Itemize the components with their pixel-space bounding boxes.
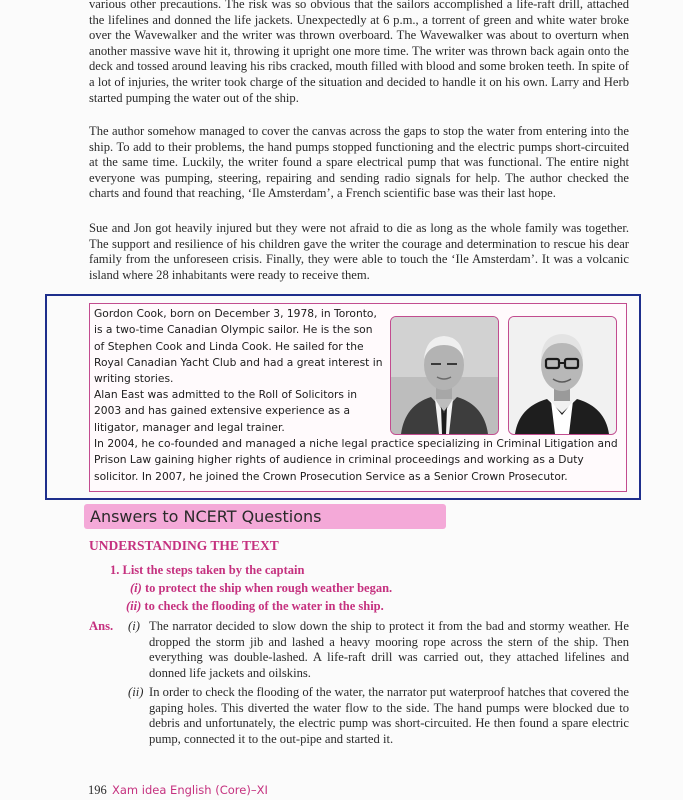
answer-label: Ans.: [89, 619, 114, 633]
story-paragraph-3: Sue and Jon got heavily injured but they were not afraid to die as long as the whole family was together. The support and resilience of his children gave the writer the courage and determination to rescue his dear family from the unforeseen crisis. Finally, they were able to touch the ‘Ile Amsterdam’. It was a volcanic island where 28 inhabitants were ready to receive them.: [89, 221, 629, 282]
answers-banner-title: Answers to NCERT Questions: [90, 507, 322, 526]
page-number: 196: [88, 783, 107, 797]
question-1-part-ii: [126, 599, 384, 614]
story-paragraph-2: The author somehow managed to cover the canvas across the gaps to stop the water from entering into the ship. To add to their problems, the hand pumps stopped functioning and the electric pumps short-circuited at the same time. Luckily, the writer found a spare electrical pump that was functional. The entire night everyone was pumping, steering, repairing and sending radio signals for help. The author checked the charts and found that reaching, ‘Ile Amsterdam’, a French scientific base was their last hope.: [89, 124, 629, 201]
answer-1-text: The narrator decided to slow down the ship to protect it from the bad and stormy weather. He dropped the storm jib and lashed a heavy mooring rope across the stern of the ship. Then everything was double-lashed. A life-raft drill was carried out, they attached lifelines and donned life jackets and oilskins.: [149, 619, 629, 680]
part-i-text: to protect the ship when rough weather began.: [144, 581, 393, 595]
answer-2-text: In order to check the flooding of the water, the narrator put waterproof hatches that covered the gaping holes. This diverted the water flow to the side. The hand pumps were blocked due to debris and unfortunately, the electric pump was short-circuited. He then found a spare electric pump, connected it to the out-pipe and started it.: [149, 685, 629, 746]
part-ii-text: to check the flooding of the water in the ship.: [144, 599, 384, 613]
question-1-part-i: [130, 581, 392, 596]
question-text: List the steps taken by the captain: [122, 563, 305, 577]
author-photo-alan-east: [508, 316, 617, 435]
story-paragraph-1: various other precautions. The risk was so obvious that the sailors accomplished a life-raft drill, attached the lifelines and donned the life jackets. Unexpectedly at 6 p.m., a torrent of green and white water broke over the Wavewalker and the writer was thrown overboard. The Wavewalker was about to overturn when another massive wave hit it, throwing it upright one more time. The writer was thrown back again onto the deck and tossed around leaving his ribs cracked, mouth filled with blood and some broken teeth. In spite of a lot of injuries, the writer took charge of the situation and decided to handle it on his own. Larry and Herb started pumping the water out of the ship.: [89, 0, 630, 105]
book-title: Xam idea English (Core)–XI: [112, 783, 268, 797]
answer-2-number: (ii): [128, 685, 144, 699]
part-i-number: (i): [130, 581, 142, 595]
bio-gordon-cook: Gordon Cook, born on December 3, 1978, in Toronto, is a two-time Canadian Olympic sailor. He is the son of Stephen Cook and Linda Cook. He sailed for the Royal Canadian Yacht Club and had a great interest in writing stories.: [94, 307, 383, 386]
question-number: 1.: [110, 563, 120, 577]
bio-alan-east-career: In 2004, he co-founded and managed a niche legal practice specializing in Criminal Litigation and Prison Law gaining higher rights of audience in criminal proceedings and working as a Duty solicitor. In 2007, he joined the Crown Prosecution Service as a Senior Crown Prosecutor.: [94, 437, 618, 483]
question-1: [110, 563, 304, 578]
bio-alan-east: Alan East was admitted to the Roll of Solicitors in 2003 and has gained extensive experience as a litigator, manager and legal trainer.: [94, 388, 358, 434]
author-photo-gordon-cook: [390, 316, 499, 435]
section-title: UNDERSTANDING THE TEXT: [89, 538, 279, 553]
answer-1-number: (i): [128, 619, 140, 633]
part-ii-number: (ii): [126, 599, 142, 613]
